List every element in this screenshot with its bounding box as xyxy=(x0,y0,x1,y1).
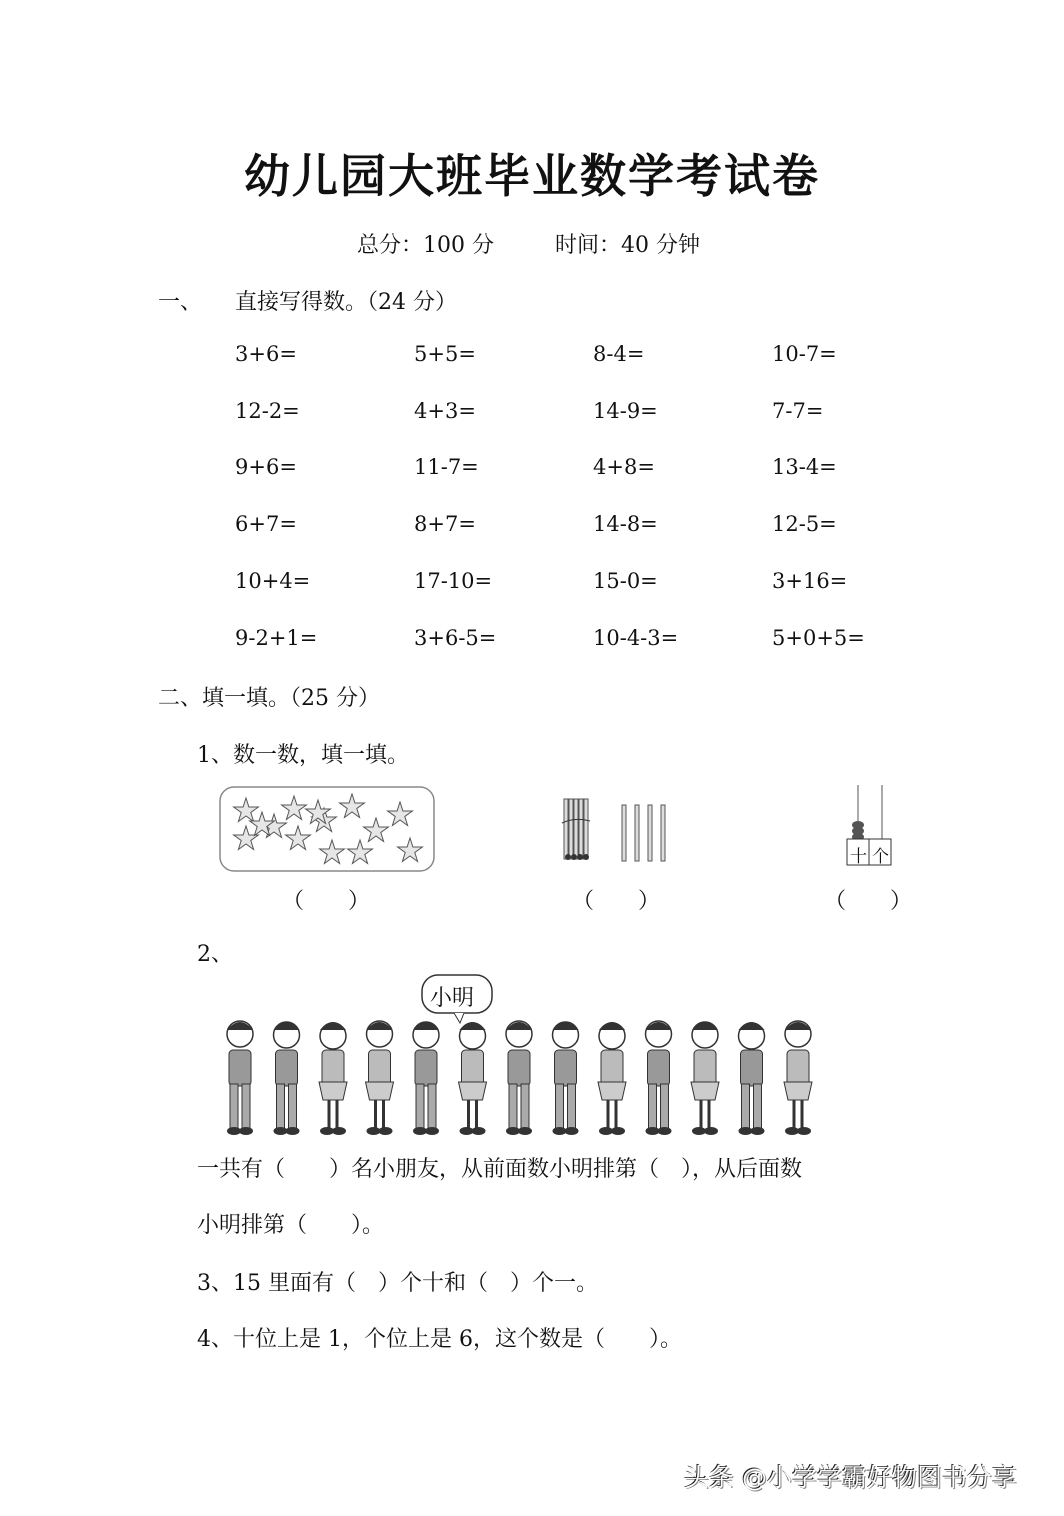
equation: 14-9= xyxy=(593,398,658,423)
section1-number: 一、 xyxy=(158,290,203,315)
star-icon xyxy=(340,794,365,818)
q4-text: 4、十位上是 1，个位上是 6，这个数是（ ）。 xyxy=(197,1327,682,1352)
star-icon xyxy=(234,798,259,822)
stars-figure xyxy=(218,785,436,873)
star-icon xyxy=(388,802,413,826)
equation: 12-2= xyxy=(235,398,300,423)
child-figure xyxy=(413,1022,439,1135)
child-figure xyxy=(739,1022,765,1135)
abacus-ones-label: 个 xyxy=(872,847,889,867)
equation: 3+16= xyxy=(772,568,848,593)
equation: 7-7= xyxy=(772,398,824,423)
q1-text: 1、数一数，填一填。 xyxy=(197,743,409,768)
star-icon xyxy=(234,826,259,850)
watermark: 头条 @小学学霸好物图书分享 xyxy=(684,1463,1017,1492)
q2-line2: 小明排第（ ）。 xyxy=(197,1213,385,1238)
star-icon xyxy=(320,840,345,864)
child-figure xyxy=(784,1021,812,1135)
time-limit: 时间：40 分钟 xyxy=(555,233,700,258)
answer-blank-stars[interactable]: （ ） xyxy=(282,889,371,914)
star-icon xyxy=(398,838,423,862)
child-figure xyxy=(691,1022,719,1135)
child-figure xyxy=(598,1022,626,1135)
section1-heading: 直接写得数。（24 分） xyxy=(235,290,457,315)
child-figure xyxy=(646,1021,672,1135)
child-figure xyxy=(366,1021,394,1135)
child-figure xyxy=(274,1022,300,1135)
equation: 9-2+1= xyxy=(235,625,318,650)
child-figure xyxy=(506,1021,532,1135)
q3-text: 3、15 里面有（ ）个十和（ ）个一。 xyxy=(197,1271,598,1296)
equation: 13-4= xyxy=(772,455,837,480)
sticks-figure xyxy=(560,795,672,865)
equation: 9+6= xyxy=(235,455,297,480)
child-figure xyxy=(553,1022,579,1135)
star-icon xyxy=(286,826,311,850)
child-figure xyxy=(459,1022,487,1135)
answer-blank-sticks[interactable]: （ ） xyxy=(572,889,661,914)
equation: 12-5= xyxy=(772,512,837,537)
star-icon xyxy=(282,796,307,820)
section2-heading: 二、填一填。（25 分） xyxy=(158,686,380,711)
equation: 3+6= xyxy=(235,342,297,366)
equation: 5+0+5= xyxy=(772,625,865,650)
equation: 11-7= xyxy=(414,455,479,480)
star-icon xyxy=(364,818,389,842)
star-icon xyxy=(348,840,373,864)
abacus-tens-label: 十 xyxy=(850,847,867,867)
equation: 4+8= xyxy=(593,455,655,480)
equation: 15-0= xyxy=(593,568,658,593)
equation: 8+7= xyxy=(414,512,476,537)
equation: 10-7= xyxy=(772,342,837,366)
q2-line1: 一共有（ ）名小朋友，从前面数小明排第（ ），从后面数 xyxy=(197,1157,803,1182)
equation: 10+4= xyxy=(235,568,311,593)
equation: 10-4-3= xyxy=(593,625,679,650)
equation: 3+6-5= xyxy=(414,625,497,650)
equation: 17-10= xyxy=(414,568,493,593)
equation: 6+7= xyxy=(235,512,297,537)
total-score: 总分：100 分 xyxy=(357,233,494,258)
child-figure xyxy=(227,1021,253,1135)
speech-bubble-text: 小明 xyxy=(430,986,475,1011)
answer-blank-abacus[interactable]: （ ） xyxy=(824,889,913,914)
equation: 14-8= xyxy=(593,512,658,537)
equation: 5+5= xyxy=(414,342,476,366)
equation: 4+3= xyxy=(414,398,476,423)
q2-number: 2、 xyxy=(197,942,233,967)
page-title: 幼儿园大班毕业数学考试卷 xyxy=(244,149,820,203)
children-line-illustration xyxy=(220,1012,860,1140)
child-figure xyxy=(319,1022,347,1135)
equation: 8-4= xyxy=(593,342,645,366)
